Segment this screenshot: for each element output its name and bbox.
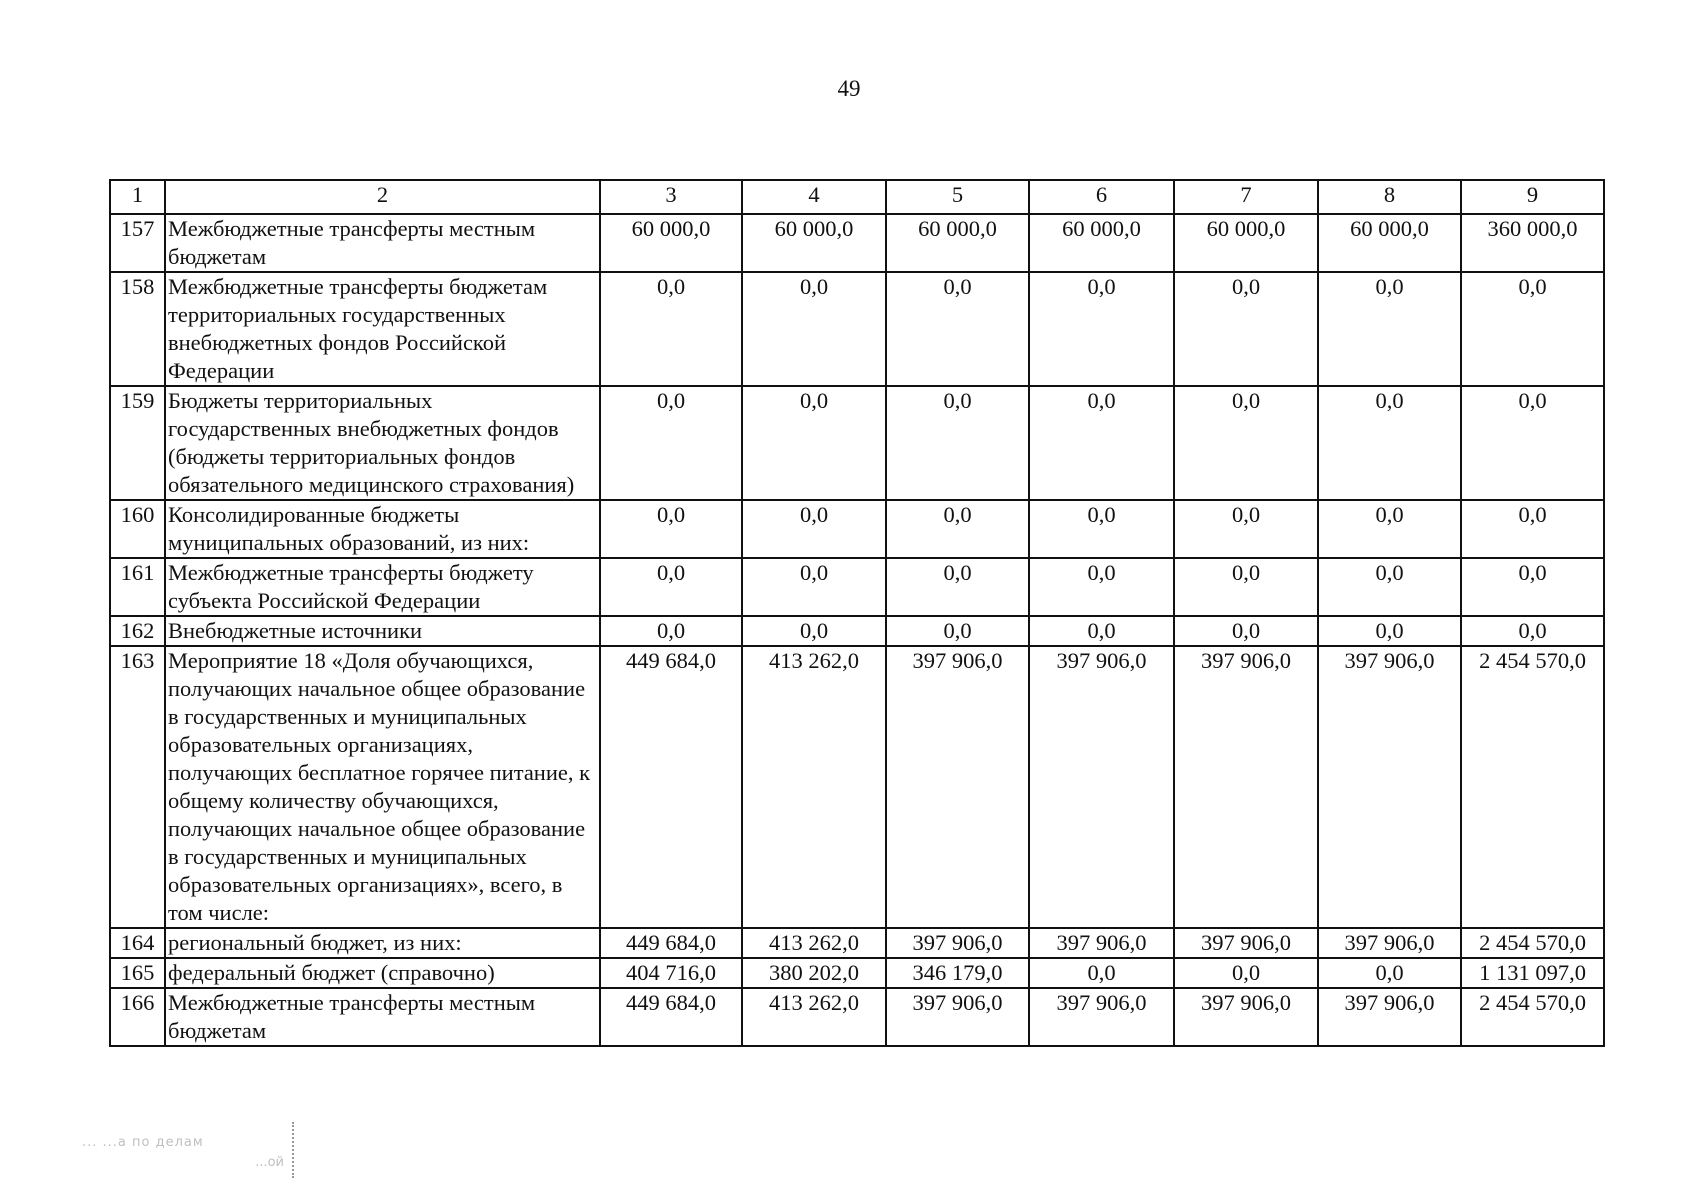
value-cell: 0,0 [886, 500, 1029, 558]
value-cell: 60 000,0 [742, 214, 886, 272]
row-description: Межбюджетные трансферты бюджетам территориальных государственных внебюджетных фондов Российской Федерации [165, 272, 600, 386]
table-row [110, 958, 1604, 988]
value-cell: 0,0 [1461, 558, 1604, 616]
value-cell: 0,0 [742, 386, 886, 500]
value-cell: 0,0 [1318, 386, 1461, 500]
row-description: региональный бюджет, из них: [165, 928, 600, 958]
table-row [110, 386, 1604, 500]
value-cell: 0,0 [742, 272, 886, 386]
header-cell: 1 [110, 180, 165, 214]
value-cell: 397 906,0 [1174, 988, 1318, 1046]
value-cell: 397 906,0 [1174, 928, 1318, 958]
value-cell: 0,0 [742, 616, 886, 646]
value-cell: 0,0 [742, 500, 886, 558]
table-row [110, 272, 1604, 386]
value-cell: 397 906,0 [1029, 928, 1174, 958]
value-cell: 0,0 [600, 500, 742, 558]
value-cell: 0,0 [600, 616, 742, 646]
row-description: Мероприятие 18 «Доля обучающихся, получающих начальное общее образование в государственных и муниципальных образовательных организациях, получающих бесплатное горячее питание, к общему количеству обучающихся, получающих начальное общее образование в государственных и муниципальных образовательных организациях», всего, в том числе: [165, 646, 600, 928]
row-number: 159 [110, 386, 165, 500]
header-cell: 2 [165, 180, 600, 214]
value-cell: 380 202,0 [742, 958, 886, 988]
value-cell: 413 262,0 [742, 646, 886, 928]
value-cell: 60 000,0 [886, 214, 1029, 272]
value-cell: 0,0 [1461, 386, 1604, 500]
stamp-line: ...ой [255, 1155, 284, 1170]
value-cell: 2 454 570,0 [1461, 988, 1604, 1046]
value-cell: 0,0 [1461, 500, 1604, 558]
row-number: 163 [110, 646, 165, 928]
value-cell: 0,0 [1029, 500, 1174, 558]
table-row [110, 928, 1604, 958]
row-number: 157 [110, 214, 165, 272]
row-description: Внебюджетные источники [165, 616, 600, 646]
row-description: Бюджеты территориальных государственных внебюджетных фондов (бюджеты территориальных фондов обязательного медицинского страхования) [165, 386, 600, 500]
header-cell: 3 [600, 180, 742, 214]
header-cell: 5 [886, 180, 1029, 214]
value-cell: 60 000,0 [1174, 214, 1318, 272]
value-cell: 0,0 [1174, 558, 1318, 616]
row-number: 161 [110, 558, 165, 616]
row-description: Межбюджетные трансферты местным бюджетам [165, 988, 600, 1046]
value-cell: 0,0 [1461, 272, 1604, 386]
value-cell: 0,0 [600, 386, 742, 500]
table-body [110, 214, 1604, 1046]
value-cell: 60 000,0 [1029, 214, 1174, 272]
table-row [110, 616, 1604, 646]
row-description: Консолидированные бюджеты муниципальных образований, из них: [165, 500, 600, 558]
row-number: 164 [110, 928, 165, 958]
table-row [110, 500, 1604, 558]
value-cell: 0,0 [1174, 616, 1318, 646]
header-cell: 4 [742, 180, 886, 214]
value-cell: 397 906,0 [1029, 988, 1174, 1046]
value-cell: 0,0 [600, 272, 742, 386]
value-cell: 0,0 [1029, 558, 1174, 616]
header-cell: 6 [1029, 180, 1174, 214]
value-cell: 413 262,0 [742, 928, 886, 958]
value-cell: 0,0 [886, 558, 1029, 616]
value-cell: 0,0 [1029, 272, 1174, 386]
value-cell: 2 454 570,0 [1461, 928, 1604, 958]
value-cell: 397 906,0 [886, 646, 1029, 928]
value-cell: 0,0 [886, 616, 1029, 646]
value-cell: 0,0 [886, 386, 1029, 500]
value-cell: 0,0 [1318, 272, 1461, 386]
budget-table [109, 179, 1605, 1047]
value-cell: 397 906,0 [1174, 646, 1318, 928]
value-cell: 60 000,0 [1318, 214, 1461, 272]
header-cell: 9 [1461, 180, 1604, 214]
value-cell: 1 131 097,0 [1461, 958, 1604, 988]
stamp-watermark [82, 1122, 294, 1178]
value-cell: 449 684,0 [600, 646, 742, 928]
header-cell: 7 [1174, 180, 1318, 214]
row-description: Межбюджетные трансферты местным бюджетам [165, 214, 600, 272]
value-cell: 397 906,0 [886, 928, 1029, 958]
value-cell: 2 454 570,0 [1461, 646, 1604, 928]
value-cell: 0,0 [886, 272, 1029, 386]
value-cell: 0,0 [1174, 386, 1318, 500]
value-cell: 397 906,0 [1318, 646, 1461, 928]
value-cell: 449 684,0 [600, 928, 742, 958]
row-number: 166 [110, 988, 165, 1046]
value-cell: 0,0 [1174, 958, 1318, 988]
value-cell: 0,0 [1174, 500, 1318, 558]
value-cell: 0,0 [600, 558, 742, 616]
stamp-line: ... ...а по делам [82, 1135, 204, 1150]
table-row [110, 214, 1604, 272]
value-cell: 0,0 [1174, 272, 1318, 386]
table-row [110, 646, 1604, 928]
value-cell: 0,0 [1318, 500, 1461, 558]
row-number: 162 [110, 616, 165, 646]
value-cell: 449 684,0 [600, 988, 742, 1046]
value-cell: 397 906,0 [1318, 928, 1461, 958]
header-cell: 8 [1318, 180, 1461, 214]
row-description: федеральный бюджет (справочно) [165, 958, 600, 988]
row-number: 165 [110, 958, 165, 988]
table-row [110, 558, 1604, 616]
value-cell: 60 000,0 [600, 214, 742, 272]
page-number: 49 [837, 76, 861, 101]
row-description: Межбюджетные трансферты бюджету субъекта Российской Федерации [165, 558, 600, 616]
value-cell: 0,0 [742, 558, 886, 616]
value-cell: 346 179,0 [886, 958, 1029, 988]
row-number: 158 [110, 272, 165, 386]
value-cell: 397 906,0 [886, 988, 1029, 1046]
value-cell: 397 906,0 [1029, 646, 1174, 928]
value-cell: 0,0 [1461, 616, 1604, 646]
header-row [110, 180, 1604, 214]
value-cell: 397 906,0 [1318, 988, 1461, 1046]
stamp-border [292, 1122, 294, 1178]
row-number: 160 [110, 500, 165, 558]
value-cell: 0,0 [1029, 958, 1174, 988]
value-cell: 404 716,0 [600, 958, 742, 988]
value-cell: 0,0 [1029, 386, 1174, 500]
value-cell: 360 000,0 [1461, 214, 1604, 272]
table-row [110, 988, 1604, 1046]
value-cell: 0,0 [1318, 616, 1461, 646]
value-cell: 0,0 [1318, 958, 1461, 988]
value-cell: 0,0 [1029, 616, 1174, 646]
value-cell: 0,0 [1318, 558, 1461, 616]
value-cell: 413 262,0 [742, 988, 886, 1046]
